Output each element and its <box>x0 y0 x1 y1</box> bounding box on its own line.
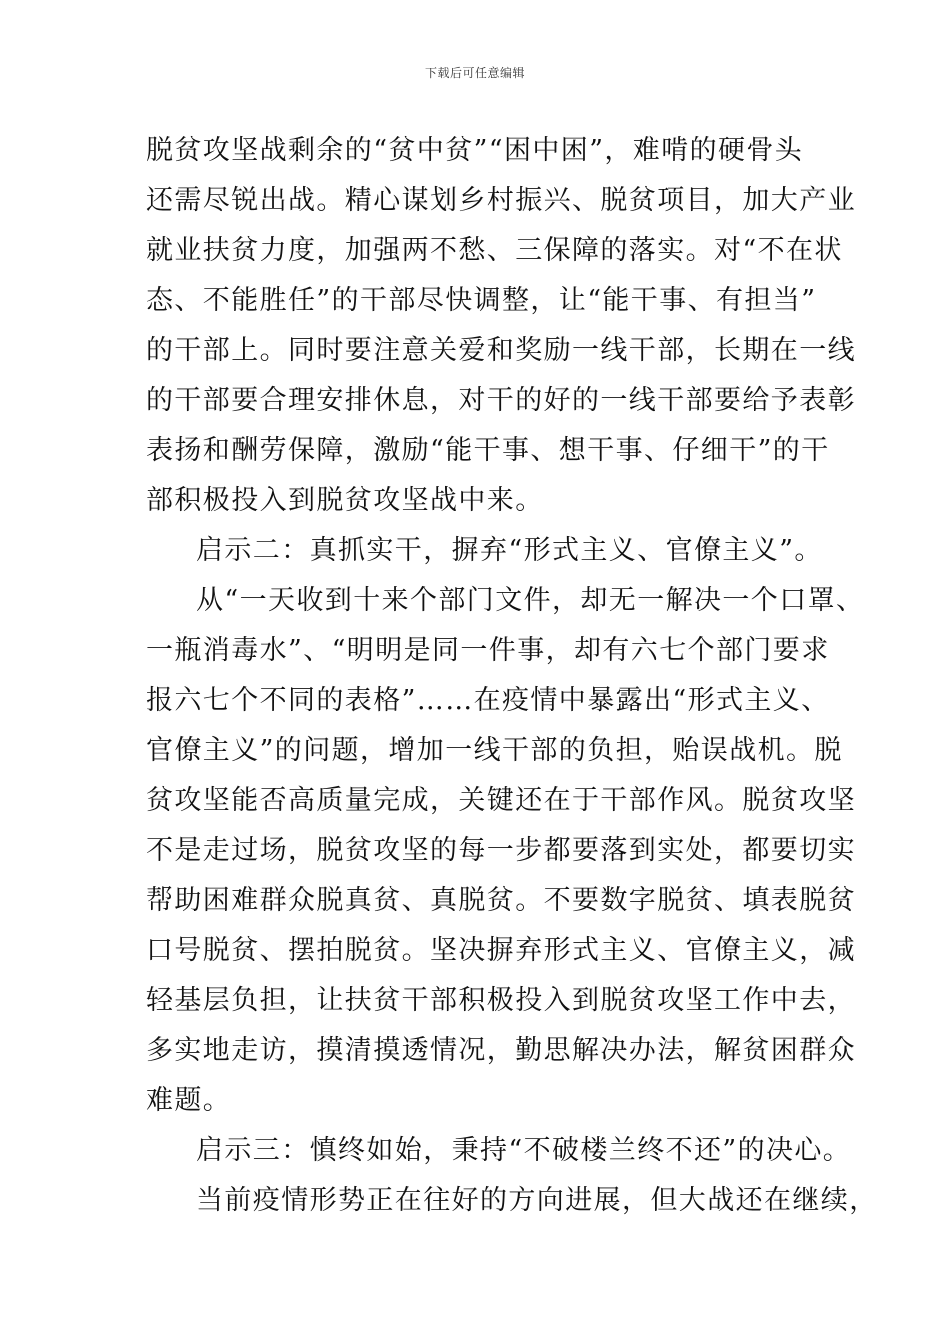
text-line: 贫攻坚能否高质量完成，关键还在于干部作风。脱贫攻坚 <box>146 785 856 816</box>
section-heading-3: 启示三：慎终如始，秉持“不破楼兰终不还”的决心。 <box>196 1135 852 1166</box>
text-line: 帮助困难群众脱真贫、真脱贫。不要数字脱贫、填表脱贫 <box>146 885 856 916</box>
text-line: 一瓶消毒水”、“明明是同一件事，却有六七个部门要求 <box>146 635 830 666</box>
text-line: 的干部上。同时要注意关爱和奖励一线干部，长期在一线 <box>146 335 856 366</box>
text-line: 难题。 <box>146 1085 232 1116</box>
text-line: 表扬和酬劳保障，激励“能干事、想干事、仔细干”的干 <box>146 435 830 466</box>
text-line: 轻基层负担，让扶贫干部积极投入到脱贫攻坚工作中去， <box>146 985 856 1016</box>
text-line: 报六七个不同的表格”……在疫情中暴露出“形式主义、 <box>146 685 830 716</box>
text-line: 不是走过场，脱贫攻坚的每一步都要落到实处，都要切实 <box>146 835 856 866</box>
text-line: 脱贫攻坚战剩余的“贫中贫”“困中困”，难啃的硬骨头 <box>146 135 804 166</box>
section-heading-2: 启示二：真抓实干，摒弃“形式主义、官僚主义”。 <box>196 535 823 566</box>
text-line: 多实地走访，摸清摸透情况，勤思解决办法，解贫困群众 <box>146 1035 856 1066</box>
text-line: 从“一天收到十来个部门文件，却无一解决一个口罩、 <box>196 585 865 616</box>
text-line: 当前疫情形势正在往好的方向进展，但大战还在继续， <box>196 1185 878 1216</box>
text-line: 官僚主义”的问题，增加一线干部的负担，贻误战机。脱 <box>146 735 843 766</box>
text-line: 部积极投入到脱贫攻坚战中来。 <box>146 485 544 516</box>
text-line: 口号脱贫、摆拍脱贫。坚决摒弃形式主义、官僚主义，减 <box>146 935 856 966</box>
text-line: 态、不能胜任”的干部尽快调整，让“能干事、有担当” <box>146 285 817 316</box>
text-line: 的干部要合理安排休息，对干的好的一线干部要给予表彰 <box>146 385 856 416</box>
text-line: 就业扶贫力度，加强两不愁、三保障的落实。对“不在状 <box>146 235 843 266</box>
page-header: 下载后可任意编辑 <box>424 66 525 80</box>
text-line: 还需尽锐出战。精心谋划乡村振兴、脱贫项目，加大产业 <box>146 185 856 216</box>
